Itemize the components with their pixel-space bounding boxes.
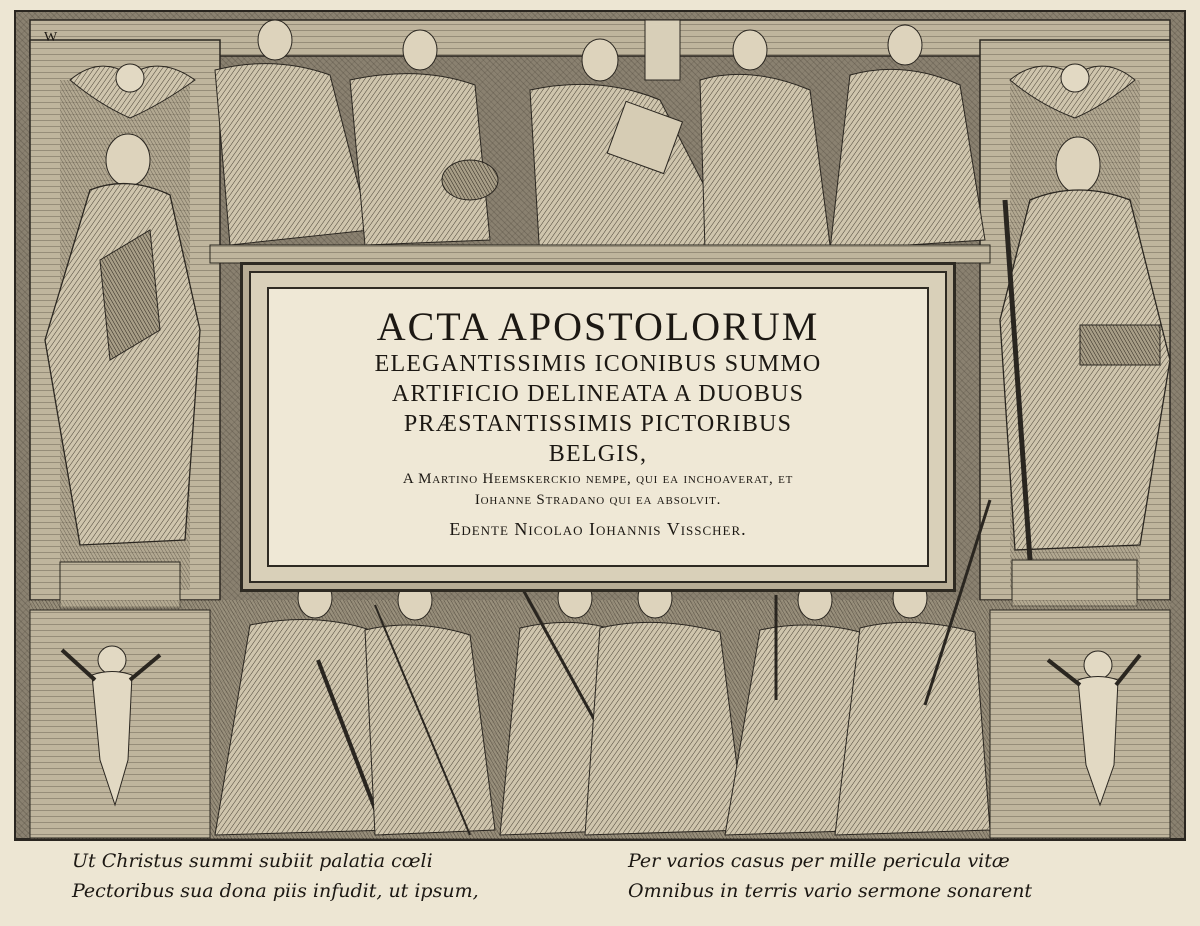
verse-right [628,846,1148,906]
title-cartouche [240,262,956,592]
verse-line: Pectoribus sua dona piis infudit, ut ipsum, [72,880,479,902]
subtitle-line: ELEGANTISSIMIS ICONIBUS SUMMO [374,351,822,377]
verse-line: Per varios casus per mille pericula vitæ [628,850,1010,872]
artist-line: Iohanne Stradano qui ea absolvit. [474,492,722,508]
artist-line: A Martino Heemskerckio nempe, qui ea inchoaverat, et [402,471,794,487]
subtitle-line: PRÆSTANTISSIMIS PICTORIBUS [403,411,793,437]
title-panel [267,287,929,567]
engraver-monogram: W [44,30,58,45]
subtitle-line: BELGIS, [548,441,648,467]
verse-line: Ut Christus summi subiit palatia cœli [72,850,433,872]
verse-left [72,846,592,906]
verse-line: Omnibus in terris vario sermone sonarent [628,880,1033,902]
subtitle-line: ARTIFICIO DELINEATA A DUOBUS [391,381,805,407]
editor-line: Edente Nicolao Iohannis Visscher. [449,519,747,539]
title-heading: ACTA APOSTOLORUM [376,304,820,349]
